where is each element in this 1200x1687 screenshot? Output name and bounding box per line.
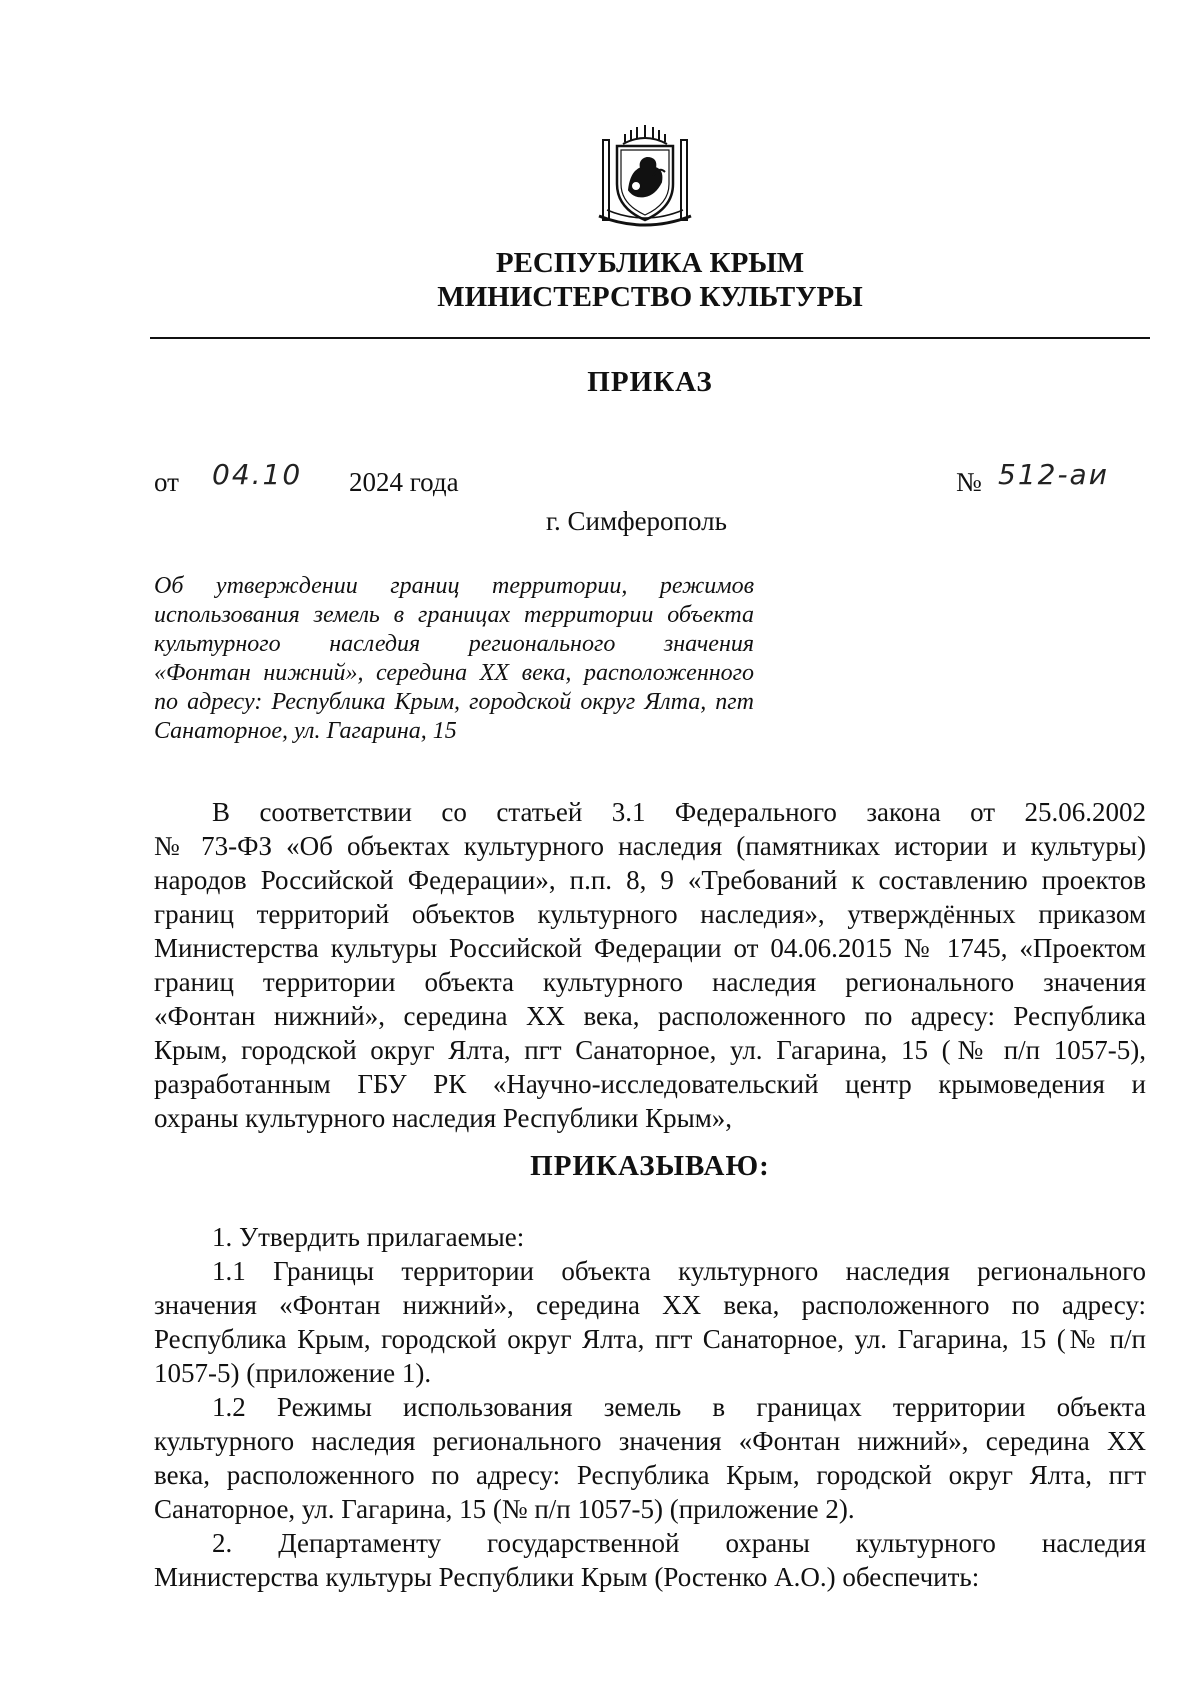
subject-line: использования земель в границах территории объекта bbox=[154, 602, 754, 628]
preamble-line: № 73-ФЗ «Об объектах культурного наследия (памятниках истории и культуры) bbox=[154, 831, 1146, 861]
document-type-title: ПРИКАЗ bbox=[587, 366, 713, 398]
order-item-line: Санаторное, ул. Гагарина, 15 (№ п/п 1057-5) (приложение 2). bbox=[154, 1494, 855, 1524]
header-ministry: МИНИСТЕРСТВО КУЛЬТУРЫ bbox=[437, 281, 863, 313]
subject-line: «Фонтан нижний», середина XX века, расположенного bbox=[154, 660, 754, 686]
order-item-line: века, расположенного по адресу: Республика Крым, городской округ Ялта, пгт bbox=[154, 1460, 1146, 1490]
subject-line: Санаторное, ул. Гагарина, 15 bbox=[154, 718, 457, 744]
preamble-line: народов Российской Федерации», п.п. 8, 9 «Требований к составлению проектов bbox=[154, 865, 1146, 895]
preamble-line: границ территорий объектов культурного наследия», утверждённых приказом bbox=[154, 899, 1146, 929]
number-prefix: № bbox=[956, 467, 982, 497]
order-item-line: культурного наследия регионального значения «Фонтан нижний», середина XX bbox=[154, 1426, 1146, 1456]
city: г. Симферополь bbox=[546, 506, 727, 536]
preamble-line: Крым, городской округ Ялта, пгт Санаторное, ул. Гагарина, 15 (№ п/п 1057-5), bbox=[154, 1035, 1146, 1065]
order-heading: ПРИКАЗЫВАЮ: bbox=[530, 1150, 770, 1182]
subject-line: по адресу: Республика Крым, городской округ Ялта, пгт bbox=[154, 689, 754, 715]
order-item-line: 1057-5) (приложение 1). bbox=[154, 1358, 432, 1388]
header-divider bbox=[150, 337, 1150, 339]
header-republic: РЕСПУБЛИКА КРЫМ bbox=[495, 247, 805, 279]
order-item-line: Министерства культуры Республики Крым (Ростенко А.О.) обеспечить: bbox=[154, 1562, 980, 1592]
order-items bbox=[154, 1220, 1146, 1594]
preamble-line: границ территории объекта культурного наследия регионального значения bbox=[154, 967, 1146, 997]
subject-line: Об утверждении границ территории, режимов bbox=[154, 573, 754, 599]
handwritten-order-number: 512-аи bbox=[998, 458, 1109, 491]
subject-line: культурного наследия регионального значения bbox=[154, 631, 754, 657]
preamble-line: «Фонтан нижний», середина XX века, расположенного по адресу: Республика bbox=[154, 1001, 1146, 1031]
order-item-line: значения «Фонтан нижний», середина XX века, расположенного по адресу: bbox=[154, 1290, 1146, 1320]
preamble-line: В соответствии со статьей 3.1 Федерального закона от 25.06.2002 bbox=[212, 797, 1146, 827]
order-item-line: Республика Крым, городской округ Ялта, пгт Санаторное, ул. Гагарина, 15 (№ п/п bbox=[154, 1324, 1146, 1354]
order-item-line: 1.2 Режимы использования земель в границах территории объекта bbox=[212, 1392, 1146, 1422]
coat-of-arms-emblem bbox=[595, 120, 695, 232]
order-item-line: 1.1 Границы территории объекта культурного наследия регионального bbox=[212, 1256, 1146, 1286]
preamble-paragraph bbox=[154, 795, 1146, 1135]
preamble-line: разработанным ГБУ РК «Научно-исследовательский центр крымоведения и bbox=[154, 1069, 1146, 1099]
document-subject bbox=[154, 572, 754, 746]
preamble-line: Министерства культуры Российской Федерации от 04.06.2015 № 1745, «Проектом bbox=[154, 933, 1146, 963]
date-year: 2024 года bbox=[349, 467, 459, 497]
date-prefix: от bbox=[154, 467, 179, 497]
preamble-line: охраны культурного наследия Республики Крым», bbox=[154, 1103, 733, 1133]
handwritten-date: 04.10 bbox=[212, 458, 303, 491]
order-item-line: 2. Департаменту государственной охраны культурного наследия bbox=[212, 1528, 1146, 1558]
order-item-line: 1. Утвердить прилагаемые: bbox=[212, 1222, 525, 1252]
